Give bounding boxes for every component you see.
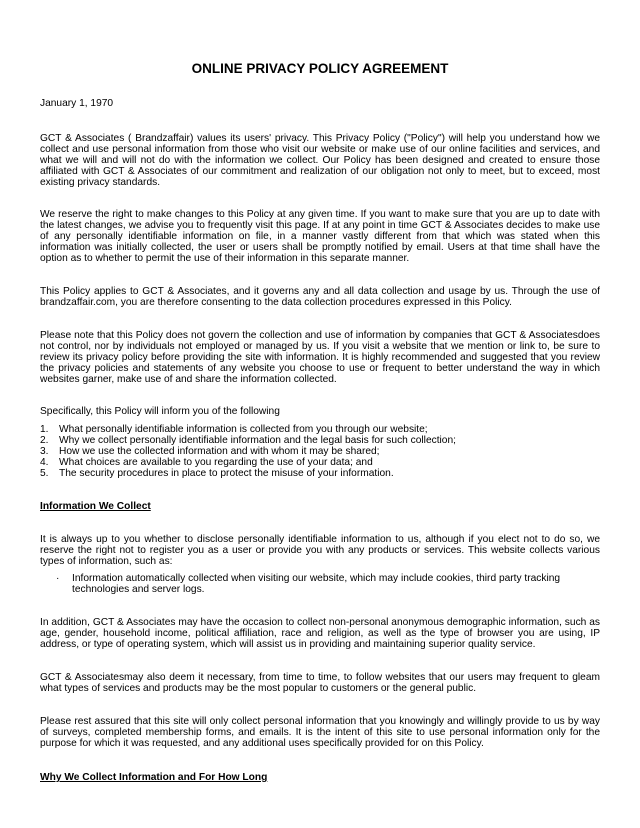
list-item-number: 5. xyxy=(40,468,49,479)
document-title: ONLINE PRIVACY POLICY AGREEMENT xyxy=(191,61,449,76)
list-item xyxy=(40,424,600,435)
disclosure-paragraph: It is always up to you whether to disclose personally identifiable information to us, although if you elect not to do so, we reserve the right not to register you as a user or provide you with any products or services. This website collects various types of information, such as: xyxy=(40,534,600,567)
list-item xyxy=(40,435,600,446)
bullet-text: Information automatically collected when visiting our website, which may include cookies, third party tracking technologies and server logs. xyxy=(72,573,561,595)
intro-paragraph: GCT & Associates ( Brandzaffair) values its users' privacy. This Privacy Policy ("Policy") will help you understand how we collect and use personal information from those who visit our website or make use of our online facilities and services, and what we will and will not do with the information we collect. Our Policy has been designed and created to ensure those affiliated with GCT & Associates of our commitment and realization of our obligation not only to meet, but to exceed, most existing privacy standards. xyxy=(40,133,600,188)
list-item-number: 3. xyxy=(40,446,49,457)
list-item xyxy=(40,468,600,479)
list-item-number: 1. xyxy=(40,424,49,435)
section-heading-why-we-collect: Why We Collect Information and For How Long xyxy=(40,772,268,783)
list-item-text: Why we collect personally identifiable information and the legal basis for such collection; xyxy=(59,435,456,446)
changes-paragraph: We reserve the right to make changes to this Policy at any given time. If you want to make sure that you are up to date with the latest changes, we advise you to frequently visit this page. If at any point in time GCT & Associates decides to make use of any personally identifiable information on file, in a manner vastly different from that which was stated when this information was initially collected, the user or users shall be promptly notified by email. Users at that time shall have the option as to whether to permit the use of their information in this separate manner. xyxy=(40,209,600,264)
list-item-text: What choices are available to you regarding the use of your data; and xyxy=(59,457,373,468)
document-date: January 1, 1970 xyxy=(40,98,114,109)
list-item-text: How we use the collected information and with whom it may be shared; xyxy=(59,446,380,457)
section-heading-information-we-collect: Information We Collect xyxy=(40,501,151,512)
scope-paragraph: This Policy applies to GCT & Associates, and it governs any and all data collection and usage by us. Through the use of brandzaffair.com, you are therefore consenting to the data collection procedures expressed in this Policy. xyxy=(40,286,600,308)
demographic-paragraph: In addition, GCT & Associates may have the occasion to collect non-personal anonymous demographic information, such as age, gender, household income, political affiliation, race and religion, as well as the type of browser you are using, IP address, or type of operating system, which will assist us in providing and maintaining superior quality service. xyxy=(40,617,600,650)
list-intro-paragraph: Specifically, this Policy will inform you of the following xyxy=(40,406,280,417)
list-item xyxy=(40,446,600,457)
list-item-number: 2. xyxy=(40,435,49,446)
list-item-text: The security procedures in place to protect the misuse of your information. xyxy=(59,468,394,479)
bullet-item xyxy=(56,573,576,595)
tracking-paragraph: GCT & Associatesmay also deem it necessary, from time to time, to follow websites that our users may frequent to gleam what types of services and products may be the most popular to customers or the general public. xyxy=(40,672,600,694)
list-item-number: 4. xyxy=(40,457,49,468)
list-item xyxy=(40,457,600,468)
bullet-marker: · xyxy=(56,573,60,584)
assurance-paragraph: Please rest assured that this site will only collect personal information that you knowingly and willingly provide to us by way of surveys, completed membership forms, and emails. It is the intent of this site to use personal information only for the purpose for which it was requested, and any additional uses specifically provided for on this Policy. xyxy=(40,716,600,749)
policy-topics-list xyxy=(40,424,600,479)
third-party-paragraph: Please note that this Policy does not govern the collection and use of information by companies that GCT & Associatesdoes not control, nor by individuals not employed or managed by us. If you visit a website that we mention or link to, be sure to review its privacy policy before providing the site with information. It is highly recommended and suggested that you review the privacy policies and statements of any website you choose to use or frequent to better understand the way in which websites garner, make use of and share the information collected. xyxy=(40,330,600,385)
list-item-text: What personally identifiable information is collected from you through our website; xyxy=(59,424,428,435)
